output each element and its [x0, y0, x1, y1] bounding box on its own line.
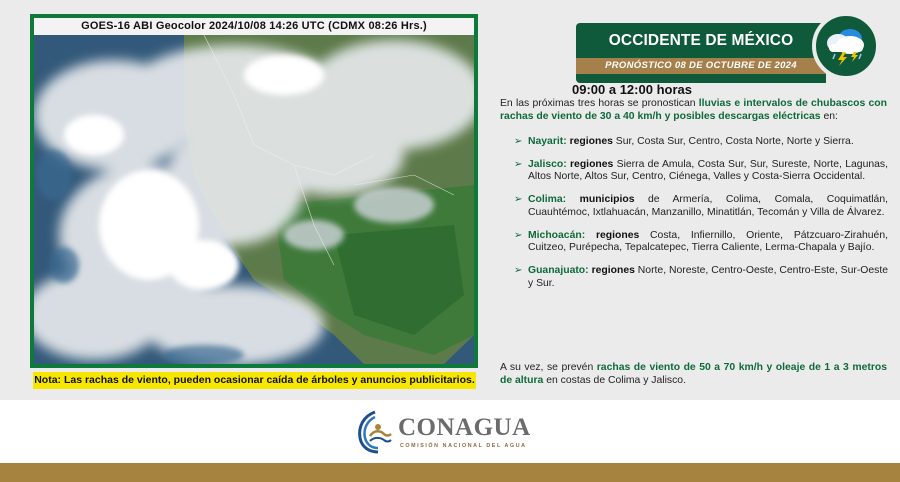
list-item: [514, 230, 888, 255]
arrow-icon: ➢: [514, 229, 523, 241]
forecast-outro: [500, 362, 887, 388]
arrow-icon: ➢: [514, 136, 523, 147]
forecast-intro: [500, 98, 887, 123]
region-text: Costa, Infiernillo, Oriente, Pátzcuaro-Zirahuén, Cuitzeo, Purépecha, Tepalcatepec, Tierra Caliente, Lerma-Chapala y Bajío.: [528, 229, 888, 254]
region-text: Norte, Noreste, Centro-Oeste, Centro-Este, Sur-Oeste y Sur.: [528, 264, 889, 289]
region-kind: regiones: [595, 229, 640, 241]
satellite-image: [34, 18, 474, 364]
footer: [0, 400, 900, 463]
list-item: [514, 159, 888, 184]
footer-gold-bar: [0, 463, 900, 482]
intro-highlight: lluvias e intervalos de chubascos con rachas de viento de 30 a 40 km/h y posibles descargas eléctricas: [500, 98, 888, 122]
time-range: 09:00 a 12:00 horas: [572, 82, 692, 97]
arrow-icon: ➢: [514, 194, 523, 206]
region-list: [514, 136, 888, 290]
brand-name: CONAGUA: [398, 414, 531, 441]
satellite-panel: [30, 14, 478, 368]
outro-text-end: en costas de Colima y Jalisco.: [543, 374, 686, 386]
brand-subtitle: COMISIÓN NACIONAL DEL AGUA: [400, 443, 527, 449]
list-item: [514, 265, 888, 290]
state-name: Guanajuato:: [528, 264, 589, 276]
state-name: Michoacán:: [528, 229, 586, 241]
state-name: Nayarit:: [528, 136, 567, 147]
region-kind: regiones: [569, 136, 613, 147]
satellite-map: [34, 35, 474, 364]
satellite-title: GOES-16 ABI Geocolor 2024/10/08 14:26 UTC (CDMX 08:26 Hrs.): [34, 18, 474, 35]
header-banner: [576, 23, 876, 83]
intro-text: En las próximas tres horas se pronostican: [500, 98, 699, 109]
forecast-date: PRONÓSTICO 08 DE OCTUBRE DE 2024: [605, 60, 797, 71]
region-kind: regiones: [591, 264, 635, 276]
list-item: [514, 194, 888, 219]
region-title: OCCIDENTE DE MÉXICO: [608, 32, 794, 49]
conagua-logo-icon: [356, 410, 394, 454]
arrow-icon: ➢: [514, 158, 523, 170]
outro-highlight: rachas de viento de 50 a 70 km/h y oleaje de 1 a 3 metros de altura: [500, 362, 887, 386]
weather-badge: [812, 12, 880, 80]
arrow-icon: ➢: [514, 264, 523, 276]
region-kind: regiones: [570, 158, 614, 170]
outro-text: A su vez, se prevén: [500, 362, 597, 373]
region-text: de Armería, Colima, Comala, Coquimatlán, Cuauhtémoc, Ixtlahuacán, Manzanillo, Minatitlán, Tecomán y Villa de Álvarez.: [528, 194, 888, 218]
storm-cloud-lightning-icon: [823, 26, 869, 66]
state-name: Colima:: [528, 194, 567, 206]
region-text: Sierra de Amula, Costa Sur, Sur, Sureste, Norte, Lagunas, Altos Norte, Altos Sur, Centro, Ciénega, Valles y Costa-Sierra Occidental.: [528, 158, 888, 183]
intro-text-end: en:: [820, 110, 838, 122]
region-kind: municipios: [579, 194, 635, 206]
warning-note: Nota: Las rachas de viento, pueden ocasionar caída de árboles y anuncios publicitarios.: [33, 372, 476, 389]
list-item: [514, 136, 888, 149]
region-text: Sur, Costa Sur, Centro, Costa Norte, Norte y Sierra.: [612, 136, 854, 147]
state-name: Jalisco:: [528, 158, 567, 170]
